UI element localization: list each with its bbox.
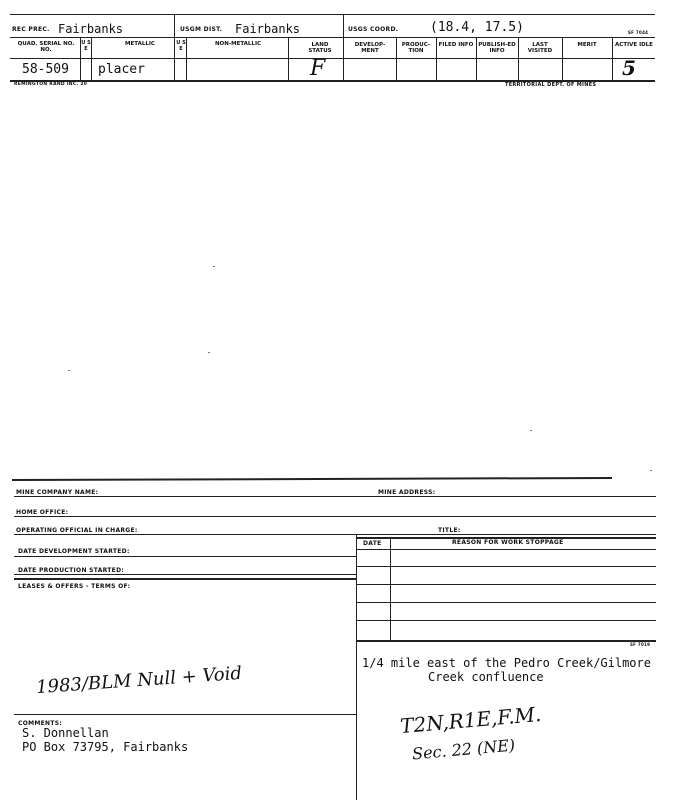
header-land-status: LAND STATUS	[308, 42, 332, 54]
comments-line-2: PO Box 73795, Fairbanks	[22, 740, 189, 754]
scan-speck	[530, 430, 532, 431]
header-use-nonmetallic: U S E	[176, 40, 186, 52]
leases-offers-label: LEASES & OFFERS - TERMS OF:	[18, 583, 131, 590]
header-quad-serial: QUAD. SERIAL NO. NO.	[17, 41, 75, 53]
location-line-2: Creek confluence	[428, 670, 544, 684]
card-footer-printer: REMINGTON RAND INC. 20	[14, 82, 88, 87]
home-office-label: HOME OFFICE:	[16, 509, 69, 516]
quad-serial-value: 58-509	[22, 62, 69, 77]
rec-prec-value: Fairbanks	[58, 22, 124, 36]
comments-label: COMMENTS:	[18, 720, 63, 727]
header-merit: MERIT	[577, 42, 597, 48]
scan-speck	[208, 352, 210, 353]
operating-official-label: OPERATING OFFICIAL IN CHARGE:	[16, 527, 138, 534]
header-active-idle: ACTIVE IDLE	[615, 42, 653, 48]
legal-description-line-2: Sec. 22 (NE)	[411, 735, 516, 764]
date-column-label: DATE	[363, 540, 382, 547]
comments-line-1: S. Donnellan	[22, 726, 109, 740]
location-line-1: 1/4 mile east of the Pedro Creek/Gilmore	[362, 656, 651, 670]
date-development-label: DATE DEVELOPMENT STARTED:	[18, 548, 130, 555]
header-use-metallic: U S E	[81, 40, 91, 52]
title-label: TITLE:	[438, 527, 461, 534]
card-footer-dept: TERRITORIAL DEPT. OF MINES	[505, 82, 597, 88]
metallic-value: placer	[98, 62, 145, 77]
header-production: PRODUC-TION	[401, 42, 431, 54]
header-non-metallic: NON-METALLIC	[214, 41, 262, 47]
handwritten-blm-note: 1983/BLM Null + Void	[35, 662, 243, 699]
header-filed-info: FILED INFO	[438, 42, 474, 48]
usgm-dist-value: Fairbanks	[235, 22, 301, 36]
mine-address-label: MINE ADDRESS:	[378, 489, 436, 496]
active-idle-value: 5	[622, 56, 636, 80]
card-form-number: SF 7044	[628, 30, 649, 35]
usgm-dist-label: USGM DIST.	[180, 26, 223, 33]
rec-prec-label: REC PREC.	[12, 26, 50, 33]
header-development: DEVELOP-MENT	[354, 42, 386, 54]
scan-speck	[68, 370, 70, 371]
header-last-visited: LAST VISITED	[527, 42, 553, 54]
scan-speck	[213, 266, 215, 267]
usgs-coord-value: (18.4, 17.5)	[430, 20, 524, 35]
form-number: SF 7019	[630, 642, 651, 647]
usgs-coord-label: USGS COORD.	[348, 26, 399, 33]
reason-work-stoppage-label: REASON FOR WORK STOPPAGE	[452, 539, 564, 546]
legal-description-line-1: T2N,R1E,F.M.	[399, 701, 543, 739]
header-metallic: METALLIC	[125, 41, 155, 47]
mine-company-name-label: MINE COMPANY NAME:	[16, 489, 99, 496]
date-production-label: DATE PRODUCTION STARTED:	[18, 567, 125, 574]
land-status-value: F	[310, 56, 326, 81]
scan-speck	[650, 470, 652, 471]
header-published-info: PUBLISH-ED INFO	[478, 42, 516, 54]
